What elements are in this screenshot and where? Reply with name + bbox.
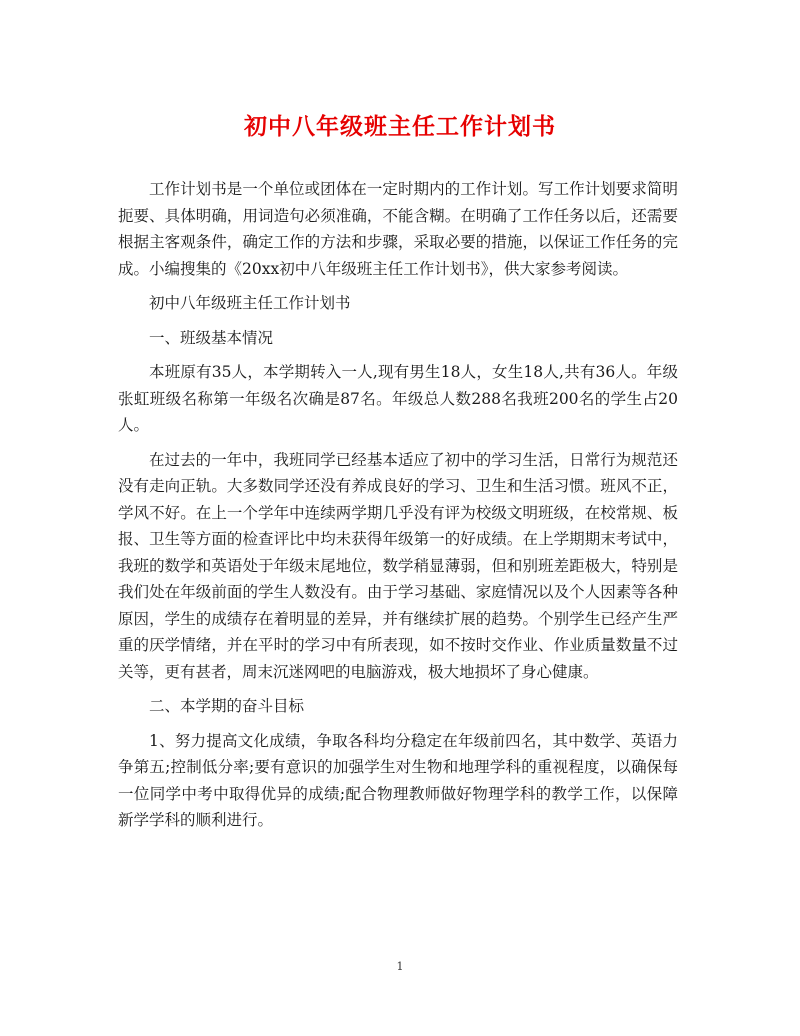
page-number: 1 [396,960,404,973]
subtitle-paragraph: 初中八年级班主任工作计划书 [149,294,351,312]
section-heading-goals: 二、本学期的奋斗目标 [149,697,305,715]
document-title: 初中八年级班主任工作计划书 [244,113,556,140]
intro-paragraph: 工作计划书是一个单位或团体在一定时期内的工作计划。写工作计划要求简明扼要、具体明确，用词造句必须准确，不能含糊。在明确了工作任务以后，还需要根据主客观条件，确定工作的方法和步骤，采取必要的措施，以保证工作任务的完成。小编搜集的《20xx初中八年级班主任工作计划书》，供大家参考阅读。 [118,180,678,278]
past-year-paragraph: 在过去的一年中，我班同学已经基本适应了初中的学习生活，日常行为规范还没有走向正轨。大多数同学还没有养成良好的学习、卫生和生活习惯。班风不正，学风不好。在上一个学年中连续两学期几乎没有评为校级文明班级，在校常规、板报、卫生等方面的检查评比中均未获得年级第一的好成绩。在上学期期末考试中，我班的数学和英语处于年级末尾地位，数学稍显薄弱，但和别班差距极大，特别是我们处在年级前面的学生人数没有。由于学习基础、家庭情况以及个人因素等各种原因，学生的成绩存在着明显的差异，并有继续扩展的趋势。个别学生已经产生严重的厌学情绪，并在平时的学习中有所表现，如不按时交作业、作业质量数量不过关等，更有甚者，周末沉迷网吧的电脑游戏，极大地损坏了身心健康。 [118,450,678,681]
class-stats-paragraph: 本班原有35人，本学期转入一人,现有男生18人，女生18人,共有36人。年级张虹班级名称第一年级名次确是87名。年级总人数288名我班200名的学生占20人。 [118,363,678,434]
goal-item-1: 1、努力提高文化成绩，争取各科均分稳定在年级前四名，其中数学、英语力争第五;控制低分率;要有意识的加强学生对生物和地理学科的重视程度，以确保每一位同学中考中取得优异的成绩;配合物理教师做好物理学科的教学工作，以保障新学学科的顺利进行。 [118,731,678,829]
section-heading-class-situation: 一、班级基本情况 [149,328,274,347]
document-body [118,176,678,834]
